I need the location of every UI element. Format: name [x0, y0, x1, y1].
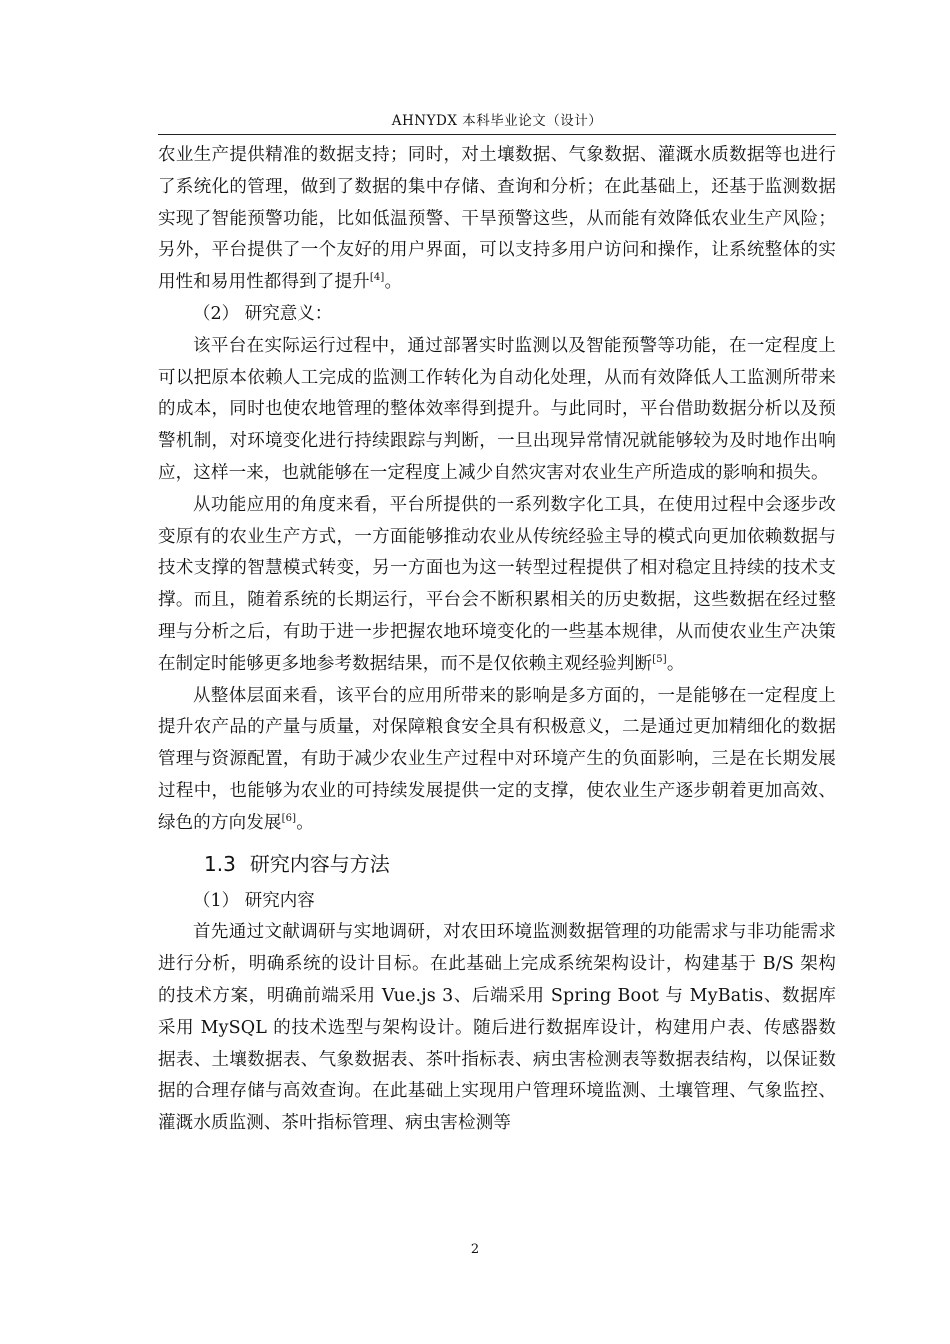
paragraph-significance-2 [158, 490, 836, 681]
paragraph-end-mark: 。 [384, 272, 403, 293]
paragraph-text: 从功能应用的角度来看，平台所提供的一系列数字化工具，在使用过程中会逐步改变原有的农业生产方式，一方面能够推动农业从传统经验主导的模式向更加依赖数据与技术支撑的智慧模式转变，另一方面也为这一转型过程提供了相对稳定且持续的技术支撑。而且，随着系统的长期运行，平台会不断积累相关的历史数据，这些数据在经过整理与分析之后，有助于进一步把握农地环境变化的一些基本规律，从而使农业生产决策在制定时能够更多地参考数据结果，而不是仅依赖主观经验判断 [158, 494, 836, 674]
citation-5: [5] [652, 653, 667, 665]
paragraph-text: 农业生产提供精准的数据支持；同时，对土壤数据、气象数据、灌溉水质数据等也进行了系统化的管理，做到了数据的集中存储、查询和分析；在此基础上，还基于监测数据实现了智能预警功能，比如低温预警、干旱预警这些，从而能有效降低农业生产风险；另外，平台提供了一个友好的用户界面，可以支持多用户访问和操作，让系统整体的实用性和易用性都得到了提升 [158, 145, 836, 293]
running-header: AHNYDX 本科毕业论文（设计） [391, 113, 603, 129]
citation-6: [6] [281, 812, 297, 824]
page-body [158, 140, 836, 1140]
paragraph-end-mark: 。 [666, 653, 685, 674]
paragraph-text: 从整体层面来看，该平台的应用所带来的影响是多方面的，一是能够在一定程度上提升农产品的产量与质量，对保障粮食安全具有积极意义，二是通过更加精细化的数据管理与资源配置，有助于减少农业生产过程中对环境产生的负面影响，三是在长期发展过程中，也能够为农业的可持续发展提供一定的支撑，使农业生产逐步朝着更加高效、绿色的方向发展 [158, 685, 836, 833]
paragraph-significance-3 [158, 681, 836, 840]
citation-4: [4] [369, 272, 385, 284]
paragraph-end-mark: 。 [296, 812, 314, 833]
page-number: 2 [470, 1242, 480, 1257]
paragraph-research-content: 首先通过文献调研与实地调研，对农田环境监测数据管理的功能需求与非功能需求进行分析，明确系统的设计目标。在此基础上完成系统架构设计，构建基于 B/S 架构的技术方案，明确前端采用 Vue.js 3、后端采用 Spring Boot 与 MyBatis、数据库采用 MySQL 的技术选型与架构设计。随后进行数据库设计，构建用户表、传感器数据表、土壤数据表、气象数据表、茶叶指标表、病虫害检测表等数据表结构，以保证数据的合理存储与高效查询。在此基础上实现用户管理环境监测、土壤管理、气象监控、灌溉水质监测、茶叶指标管理、病虫害检测等 [158, 922, 836, 1134]
section-heading [158, 846, 836, 882]
section-number: 1.3 [204, 851, 236, 876]
paragraph-continuation [158, 140, 836, 299]
list-item-research-content: （1） 研究内容 [193, 890, 315, 911]
paragraph-significance-1: 该平台在实际运行过程中，通过部署实时监测以及智能预警等功能，在一定程度上可以把原本依赖人工完成的监测工作转化为自动化处理，从而有效降低人工监测所带来的成本，同时也使农地管理的整体效率得到提升。与此同时，平台借助数据分析以及预警机制，对环境变化进行持续跟踪与判断，一旦出现异常情况就能够较为及时地作出响应，这样一来，也就能够在一定程度上减少自然灾害对农业生产所造成的影响和损失。 [158, 335, 836, 483]
section-title: 研究内容与方法 [249, 851, 390, 876]
header-rule [158, 134, 836, 135]
list-item-research-significance: （2） 研究意义： [193, 303, 333, 324]
